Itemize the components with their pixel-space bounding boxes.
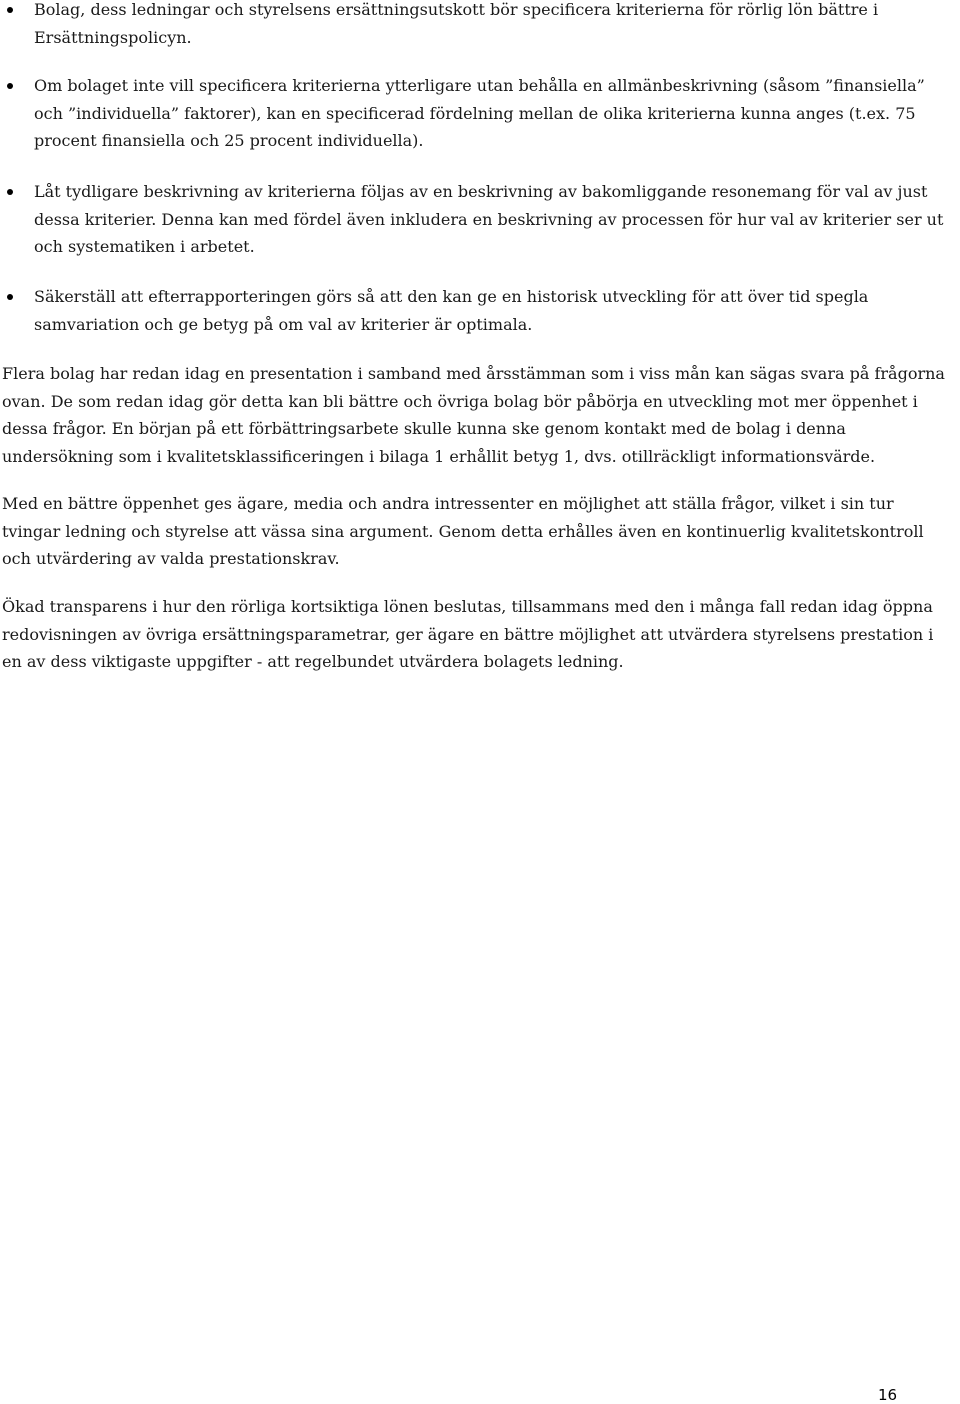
page-number: 16 xyxy=(878,1386,898,1404)
body-paragraph-3: Ökad transparens i hur den rörliga kortsiktiga lönen beslutas, tillsammans med den i många fall redan idag öppna redovisningen av övriga ersättningsparametrar, ger ägare en bättre möjlighet att utvärdera styrelsens prestation i en av dess viktigaste uppgifter - att regelbundet utvärdera bolagets ledning. xyxy=(2,597,934,671)
bullet-item-1: Bolag, dess ledningar och styrelsens ersättningsutskott bör specificera kriterierna för rörlig lön bättre i Ersättningspolicyn. xyxy=(34,0,954,51)
bullet-item-2: Om bolaget inte vill specificera kriterierna ytterligare utan behålla en allmänbeskrivning (såsom ”finansiella” och ”individuella” faktorer), kan en specificerad fördelning mellan de olika kriterierna kunna anges (t.ex. 75 procent finansiella och 25 procent individuella). xyxy=(34,72,954,155)
bullet-item-4: Säkerställ att efterrapporteringen görs så att den kan ge en historisk utveckling för att över tid spegla samvariation och ge betyg på om val av kriterier är optimala. xyxy=(34,283,954,338)
body-paragraph-2: Med en bättre öppenhet ges ägare, media och andra intressenter en möjlighet att ställa frågor, vilket i sin tur tvingar ledning och styrelse att vässa sina argument. Genom detta erhålles även en kontinuerlig kvalitetskontroll och utvärdering av valda prestationskrav. xyxy=(2,494,924,568)
bullet-item-3: Låt tydligare beskrivning av kriterierna följas av en beskrivning av bakomliggande resonemang för val av just dessa kriterier. Denna kan med fördel även inkludera en beskrivning av processen för hur val av kriterier ser ut och systematiken i arbetet. xyxy=(34,178,954,261)
body-paragraph-1: Flera bolag har redan idag en presentation i samband med årsstämman som i viss mån kan sägas svara på frågorna ovan. De som redan idag gör detta kan bli bättre och övriga bolag bör påbörja en utveckling mot mer öppenhet i dessa frågor. En början på ett förbättringsarbete skulle kunna ske genom kontakt med de bolag i denna undersökning som i kvalitetsklassificeringen i bilaga 1 erhållit betyg 1, dvs. otillräckligt informationsvärde. xyxy=(2,364,945,466)
